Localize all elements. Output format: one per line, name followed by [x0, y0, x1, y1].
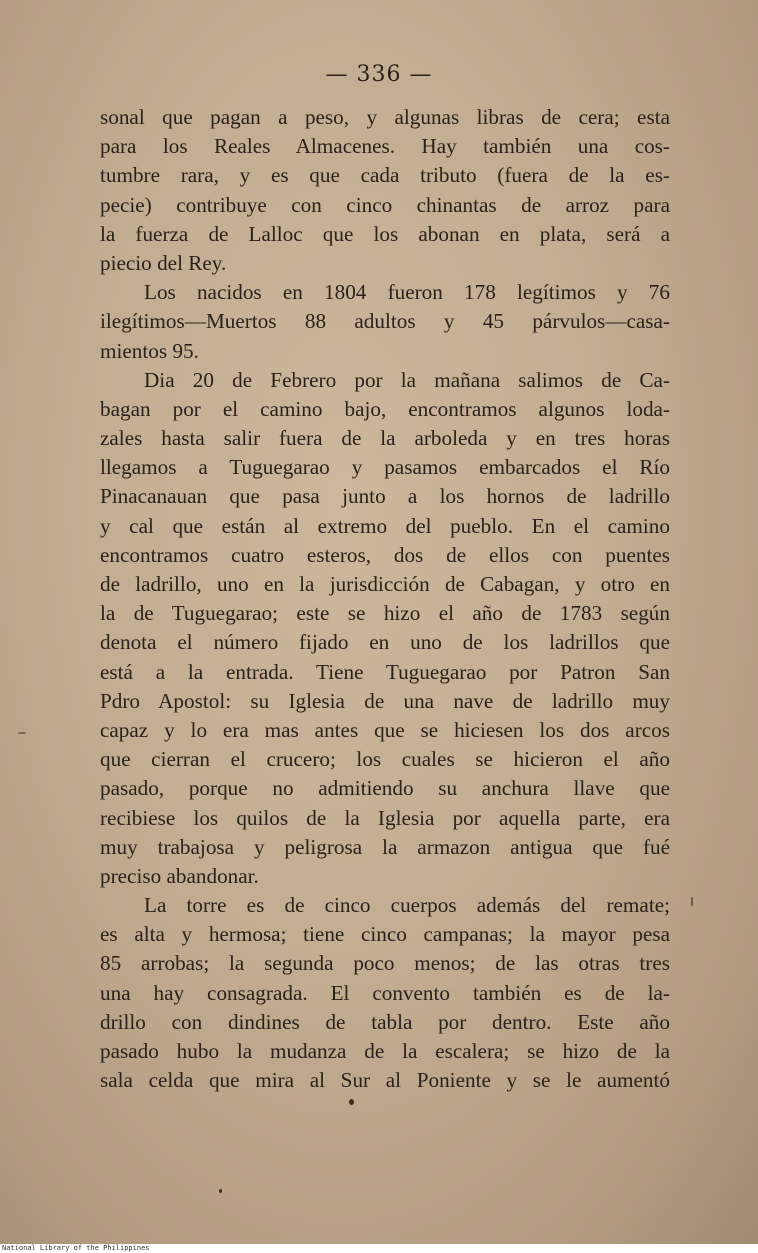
text-line: capaz y lo era mas antes que se hiciesen los dos arcos: [100, 717, 670, 742]
text-line: ilegítimos—Muertos 88 adultos y 45 párvulos—casa-: [100, 309, 670, 334]
text-line: Dia 20 de Febrero por la mañana salimos de Ca-: [144, 367, 670, 392]
text-line: La torre es de cinco cuerpos además del remate;: [144, 893, 670, 918]
text-line: bagan por el camino bajo, encontramos algunos loda-: [100, 396, 670, 421]
paper-speck: [349, 1099, 354, 1105]
text-line: tumbre rara, y es que cada tributo (fuera de la es-: [100, 163, 670, 188]
text-line: encontramos cuatro esteros, dos de ellos con puentes: [100, 542, 670, 567]
text-line: Pdro Apostol: su Iglesia de una nave de ladrillo muy: [100, 688, 670, 713]
text-line: sonal que pagan a peso, y algunas libras de cera; esta: [100, 105, 670, 129]
text-line: y cal que están al extremo del pueblo. En el camino: [100, 513, 670, 538]
text-line: piecio del Rey.: [100, 250, 227, 275]
text-line: una hay consagrada. El convento también es de la-: [100, 980, 670, 1005]
text-line: recibiese los quilos de la Iglesia por aquella parte, era: [100, 805, 670, 830]
text-line: preciso abandonar.: [100, 863, 259, 888]
text-line: muy trabajosa y peligrosa la armazon antigua que fué: [100, 834, 670, 859]
text-line: drillo con dindines de tabla por dentro. Este año: [100, 1009, 670, 1034]
text-line: 85 arrobas; la segunda poco menos; de las otras tres: [100, 951, 670, 976]
text-line: zales hasta salir fuera de la arboleda y en tres horas: [100, 426, 670, 451]
text-line: pecie) contribuye con cinco chinantas de arroz para: [100, 192, 670, 217]
page-number: — 336 —: [325, 62, 433, 87]
text-line: mientos 95.: [100, 338, 199, 363]
text-line: está a la entrada. Tiene Tuguegarao por Patron San: [100, 659, 670, 684]
body-text: [100, 103, 670, 1095]
text-line: pasado, porque no admitiendo su anchura llave que: [100, 776, 670, 801]
text-line: la de Tuguegarao; este se hizo el año de 1783 según: [100, 601, 670, 626]
text-line: sala celda que mira al Sur al Poniente y se le aumentó: [100, 1068, 670, 1093]
text-line: denota el número fijado en uno de los ladrillos que: [100, 630, 670, 655]
text-line: que cierran el crucero; los cuales se hicieron el año: [100, 747, 670, 772]
paper-speck: [18, 732, 26, 734]
library-watermark: National Library of the Philippines: [0, 1244, 758, 1253]
paper-speck: [691, 897, 693, 906]
text-line: Pinacanauan que pasa junto a los hornos de ladrillo: [100, 484, 670, 509]
text-line: la fuerza de Lalloc que los abonan en plata, será a: [100, 221, 670, 246]
text-line: llegamos a Tuguegarao y pasamos embarcados el Río: [100, 455, 670, 480]
text-line: es alta y hermosa; tiene cinco campanas; la mayor pesa: [100, 922, 670, 947]
paper-speck: [219, 1189, 222, 1193]
text-line: de ladrillo, uno en la jurisdicción de Cabagan, y otro en: [100, 572, 670, 596]
text-line: para los Reales Almacenes. Hay también una cos-: [100, 134, 670, 159]
text-line: Los nacidos en 1804 fueron 178 legítimos y 76: [144, 280, 670, 305]
text-line: pasado hubo la mudanza de la escalera; se hizo de la: [100, 1039, 670, 1063]
